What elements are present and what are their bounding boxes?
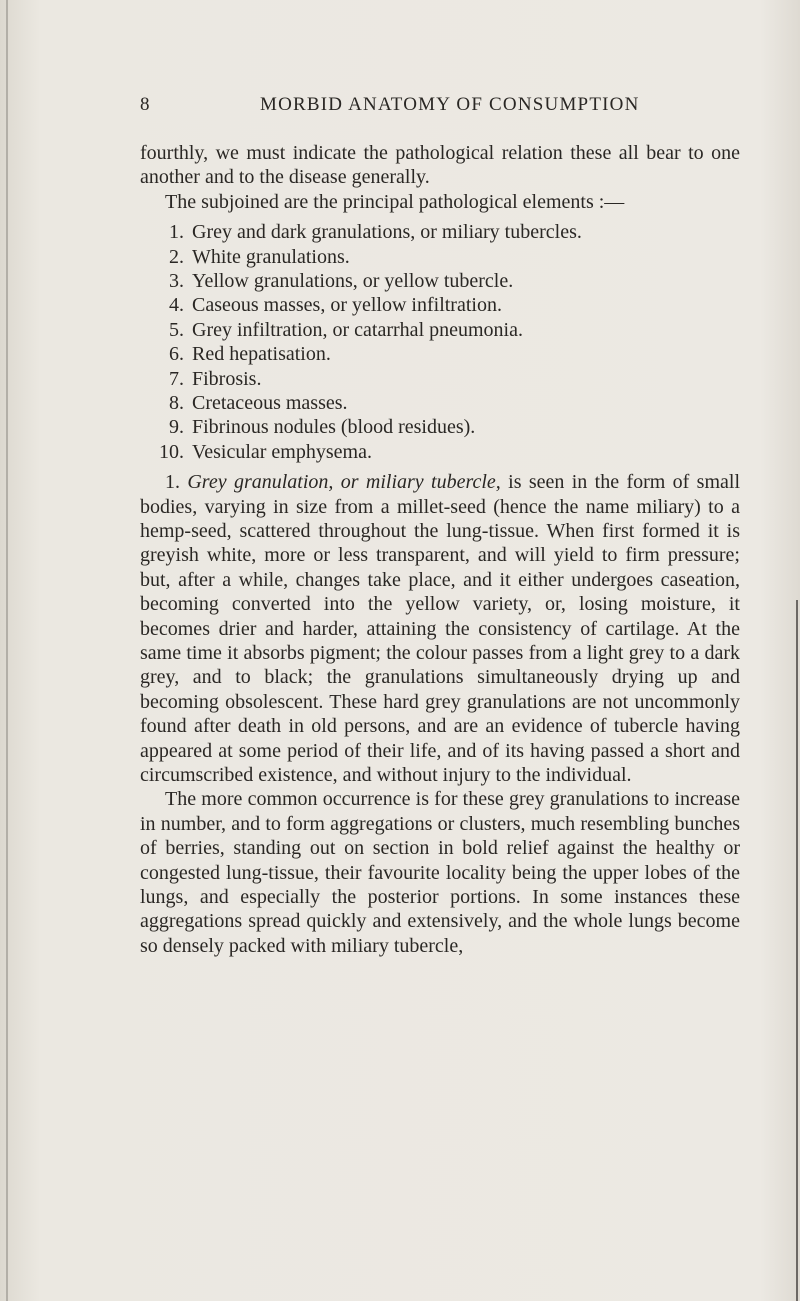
list-item (140, 293, 740, 317)
list-item-number: 6. (169, 343, 184, 366)
list-item-text: Fibrinous nodules (blood residues). (192, 416, 476, 439)
list-item-text: Red hepatisation. (192, 343, 331, 366)
list-item-number: 9. (169, 416, 184, 439)
list-item (140, 367, 740, 391)
section-paragraph-grey-granulation (140, 470, 740, 787)
page-edge-left (6, 0, 8, 1301)
list-item-text: Grey and dark granulations, or miliary tubercles. (192, 221, 582, 244)
list-item (140, 415, 740, 439)
list-item-number: 3. (169, 270, 184, 292)
list-item (140, 245, 740, 269)
page-edge-right (796, 600, 798, 1301)
page-header (140, 94, 740, 120)
list-item-text: Caseous masses, or yellow infiltration. (192, 294, 502, 317)
list-item-number: 10. (159, 440, 184, 463)
list-item (140, 391, 740, 415)
list-item-text: White granulations. (192, 245, 350, 268)
list-item-number: 2. (169, 245, 184, 268)
list-item (140, 440, 740, 464)
page-number: 8 (140, 94, 151, 115)
list-item-number: 5. (169, 318, 184, 341)
intro-paragraph: fourthly, we must indicate the pathological relation these all bear to one another and to the disease generally. (140, 142, 740, 189)
list-item-text: Fibrosis. (192, 367, 262, 390)
list-item-text: Yellow granulations, or yellow tubercle. (192, 270, 514, 292)
list-item-number: 1. (169, 221, 184, 244)
running-title: MORBID ANATOMY OF CONSUMPTION (260, 94, 640, 115)
body-paragraph: The more common occurrence is for these grey granulations to increase in number, and to form aggregations or clusters, much resembling bunches of berries, standing out on section in bold relief against the healthy or congested lung-tissue, their favourite locality being the upper lobes of the lungs, and especially the posterior portions. In some instances these aggregations spread quickly and extensively, and the whole lungs become so densely packed with miliary tubercle, (140, 788, 740, 957)
list-item-number: 8. (169, 391, 184, 414)
list-item (140, 342, 740, 366)
page-body (140, 141, 740, 958)
section-body: is seen in the form of small bodies, varying in size from a millet-seed (hence the name miliary) to a hemp-seed, scattered throughout the lung-tissue. When first formed it is greyish white, more or less transparent, and will yield to firm pressure; but, after a while, changes take place, and it either undergoes caseation, becoming converted into the yellow variety, or, losing moisture, it becomes drier and harder, attaining the consistency of cartilage. At the same time it absorbs pigment; the colour passes from a light grey to a dark grey, and to black; the granulations simultaneously drying up and becoming obsolescent. These hard grey granulations are not uncommonly found after death in old persons, and are an evidence of tubercle having appeared at some period of their life, and of its having passed a short and circumscribed existence, and without injury to the individual. (140, 471, 741, 786)
section-heading: Grey granulation, or miliary tubercle, (187, 471, 501, 494)
list-item-text: Cretaceous masses. (192, 391, 348, 414)
pathological-elements-list (140, 220, 740, 464)
list-item-number: 7. (169, 367, 184, 390)
list-item (140, 269, 740, 293)
intro-lead-sentence: The subjoined are the principal pathological elements :— (165, 190, 625, 213)
list-item (140, 318, 740, 342)
list-item-text: Vesicular emphysema. (192, 440, 372, 463)
list-item-text: Grey infiltration, or catarrhal pneumonia. (192, 318, 523, 341)
list-item-number: 4. (169, 294, 184, 317)
list-item (140, 220, 740, 244)
section-number: 1. (165, 471, 180, 494)
